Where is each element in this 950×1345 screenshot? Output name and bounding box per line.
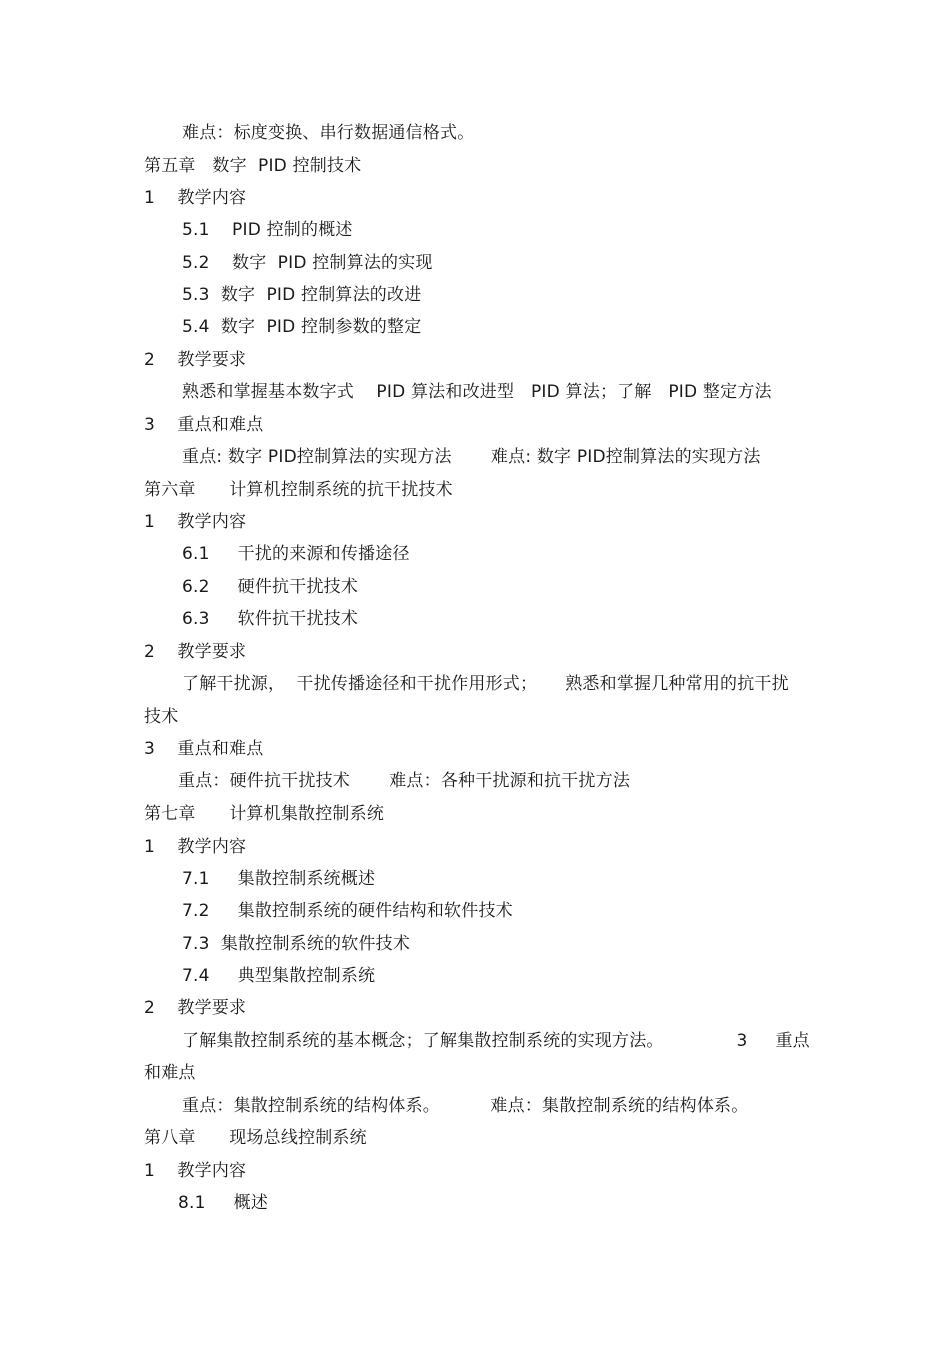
list-item: 8.1 概述 (178, 1193, 269, 1213)
paragraph: 重点：硬件抗干扰技术 难点：各种干扰源和抗干扰方法 (178, 771, 631, 791)
section-heading: 2 教学要求 (144, 350, 247, 370)
list-item: 7.4 典型集散控制系统 (182, 966, 376, 986)
paragraph: 熟悉和掌握基本数字式 PID 算法和改进型 PID 算法；了解 PID 整定方法 (182, 382, 772, 402)
list-item: 6.2 硬件抗干扰技术 (182, 577, 359, 597)
paragraph: 技术 (144, 707, 179, 727)
list-item: 5.4 数字 PID 控制参数的整定 (182, 317, 422, 337)
list-item: 5.3 数字 PID 控制算法的改进 (182, 285, 422, 305)
section-heading: 2 教学要求 (144, 642, 247, 662)
chapter-6-heading: 第六章 计算机控制系统的抗干扰技术 (144, 480, 453, 500)
paragraph: 了解集散控制系统的基本概念；了解集散控制系统的实现方法。 3 重点 (182, 1031, 810, 1051)
chapter-8-heading: 第八章 现场总线控制系统 (144, 1128, 367, 1148)
chapter-5-heading: 第五章 数字 PID 控制技术 (144, 156, 362, 176)
section-heading: 1 教学内容 (144, 512, 247, 532)
section-heading: 1 教学内容 (144, 1161, 247, 1181)
difficulty-note-ch4: 难点：标度变换、串行数据通信格式。 (182, 123, 475, 143)
list-item: 7.2 集散控制系统的硬件结构和软件技术 (182, 901, 513, 921)
list-item: 5.1 PID 控制的概述 (182, 220, 353, 240)
list-item: 6.3 软件抗干扰技术 (182, 609, 359, 629)
section-heading: 2 教学要求 (144, 998, 247, 1018)
section-heading: 3 重点和难点 (144, 415, 264, 435)
list-item: 7.3 集散控制系统的软件技术 (182, 934, 411, 954)
paragraph: 了解干扰源， 干扰传播途径和干扰作用形式； 熟悉和掌握几种常用的抗干扰 (182, 674, 789, 694)
list-item: 5.2 数字 PID 控制算法的实现 (182, 253, 433, 273)
section-heading: 1 教学内容 (144, 837, 247, 857)
paragraph: 重点：集散控制系统的结构体系。 难点：集散控制系统的结构体系。 (182, 1096, 749, 1116)
list-item: 6.1 干扰的来源和传播途径 (182, 544, 410, 564)
section-heading: 1 教学内容 (144, 188, 247, 208)
list-item: 7.1 集散控制系统概述 (182, 869, 376, 889)
paragraph: 和难点 (144, 1063, 196, 1083)
paragraph: 重点: 数字 PID控制算法的实现方法 难点: 数字 PID控制算法的实现方法 (182, 447, 761, 467)
section-heading: 3 重点和难点 (144, 739, 264, 759)
chapter-7-heading: 第七章 计算机集散控制系统 (144, 804, 385, 824)
